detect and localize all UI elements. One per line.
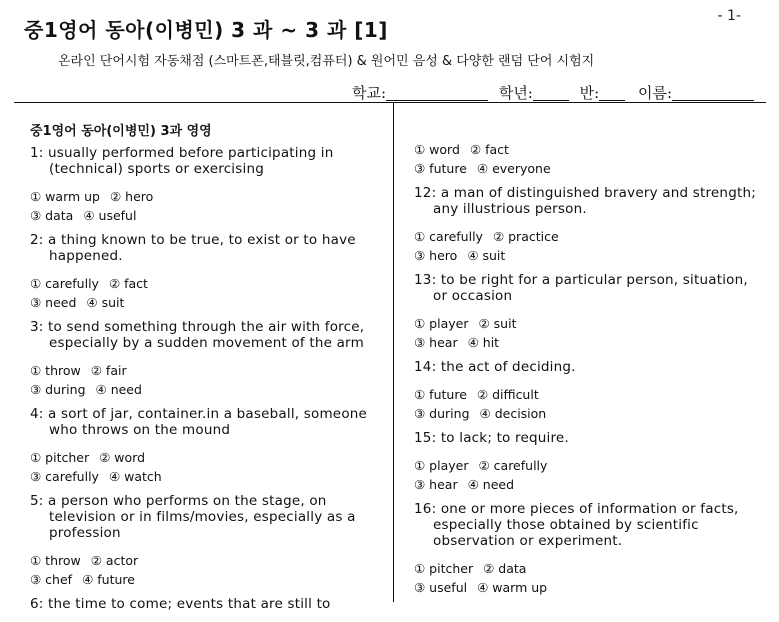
answer-option[interactable]: ① player: [414, 316, 469, 331]
answer-options: [414, 140, 764, 178]
answer-option[interactable]: ② fact: [469, 142, 509, 157]
grade-label: 학년:: [498, 84, 533, 102]
school-blank: [386, 84, 488, 101]
answer-option[interactable]: ④ suit: [467, 248, 506, 263]
answer-option[interactable]: ③ hear: [414, 477, 458, 492]
answer-options: [414, 227, 764, 265]
answer-option[interactable]: ③ chef: [30, 572, 73, 587]
question-text: 14: the act of deciding.: [414, 359, 576, 375]
answer-option[interactable]: ① word: [414, 142, 460, 157]
answer-option[interactable]: ① future: [414, 387, 467, 402]
answer-option[interactable]: ① warm up: [30, 189, 100, 204]
question-text: 15: to lack; to require.: [414, 430, 569, 446]
answer-option[interactable]: ① pitcher: [414, 561, 474, 576]
answer-option[interactable]: ④ future: [82, 572, 135, 587]
question-text: 2: a thing known to be true, to exist or to have happened.: [30, 232, 356, 264]
answer-option[interactable]: ③ hero: [414, 248, 458, 263]
answer-option[interactable]: ③ data: [30, 208, 74, 223]
question-text: 12: a man of distinguished bravery and strength; any illustrious person.: [414, 185, 756, 217]
answer-option[interactable]: ④ decision: [479, 406, 547, 421]
column-divider: [393, 103, 394, 602]
answer-option[interactable]: ② data: [483, 561, 527, 576]
answer-option[interactable]: ④ useful: [83, 208, 137, 223]
answer-option[interactable]: ② practice: [492, 229, 559, 244]
section-title: 중1영어 동아(이병민) 3과 영영: [30, 124, 212, 139]
page-number: - 1-: [717, 8, 741, 24]
answer-option[interactable]: ③ hear: [414, 335, 458, 350]
answer-option[interactable]: ② hero: [110, 189, 154, 204]
left-column: [30, 120, 380, 622]
worksheet-subtitle: 온라인 단어시험 자동채점 (스마트폰,태블릿,컴퓨터) & 원어민 음성 & 다양한 랜덤 단어 시험지: [58, 54, 595, 69]
question-text: 1: usually performed before participating in (technical) sports or exercising: [30, 145, 334, 177]
answer-option[interactable]: ② word: [99, 450, 146, 465]
answer-option[interactable]: ③ during: [30, 382, 86, 397]
school-label: 학교:: [352, 84, 387, 102]
answer-options: [30, 448, 380, 486]
answer-options: [30, 187, 380, 225]
answer-option[interactable]: ④ need: [95, 382, 142, 397]
answer-option[interactable]: ③ useful: [414, 580, 468, 595]
question-text: 6: the time to come; events that are still to: [30, 596, 331, 612]
answer-options: [30, 274, 380, 312]
header-divider: [14, 102, 766, 103]
answer-option[interactable]: ① carefully: [414, 229, 483, 244]
question-text: 5: a person who performs on the stage, on television or in films/movies, especially as a profession: [30, 493, 356, 541]
answer-option[interactable]: ④ hit: [467, 335, 500, 350]
answer-options: [414, 314, 764, 352]
answer-option[interactable]: ③ during: [414, 406, 470, 421]
answer-option[interactable]: ② carefully: [478, 458, 548, 473]
answer-options: [30, 361, 380, 399]
answer-options: [414, 559, 764, 597]
answer-option[interactable]: ① pitcher: [30, 450, 90, 465]
answer-option[interactable]: ④ suit: [86, 295, 125, 310]
answer-option[interactable]: ② suit: [478, 316, 517, 331]
answer-option[interactable]: ③ future: [414, 161, 467, 176]
answer-options: [414, 385, 764, 423]
question-text: 16: one or more pieces of information or facts, especially those obtained by scientific observation or experiment.: [414, 501, 739, 549]
question-text: 4: a sort of jar, container.in a baseball, someone who throws on the mound: [30, 406, 368, 438]
worksheet-title: 중1영어 동아(이병민) 3 과 ~ 3 과 [1]: [24, 18, 388, 42]
answer-option[interactable]: ③ carefully: [30, 469, 99, 484]
answer-option[interactable]: ② actor: [90, 553, 139, 568]
name-label: 이름:: [637, 84, 673, 102]
answer-option[interactable]: ① player: [414, 458, 469, 473]
answer-option[interactable]: ③ need: [30, 295, 77, 310]
question-text: 13: to be right for a particular person, situation, or occasion: [414, 272, 748, 304]
answer-option[interactable]: ② difficult: [476, 387, 539, 402]
right-question-list: [414, 140, 764, 597]
grade-blank: [533, 84, 569, 101]
class-blank: [599, 84, 625, 101]
answer-option[interactable]: ② fair: [90, 363, 127, 378]
answer-option[interactable]: ① throw: [30, 363, 81, 378]
right-column: [414, 140, 764, 604]
left-question-list: [30, 145, 380, 612]
student-info-line: [352, 82, 754, 103]
answer-options: [414, 456, 764, 494]
answer-option[interactable]: ① carefully: [30, 276, 99, 291]
answer-options: [30, 551, 380, 589]
name-blank: [672, 84, 754, 101]
answer-option[interactable]: ② fact: [108, 276, 148, 291]
class-label: 반:: [579, 84, 600, 102]
answer-option[interactable]: ④ watch: [108, 469, 162, 484]
answer-option[interactable]: ④ need: [467, 477, 515, 492]
answer-option[interactable]: ④ everyone: [476, 161, 551, 176]
answer-option[interactable]: ① throw: [30, 553, 81, 568]
answer-option[interactable]: ④ warm up: [477, 580, 548, 595]
question-text: 3: to send something through the air with force, especially by a sudden movement of the arm: [30, 319, 365, 351]
